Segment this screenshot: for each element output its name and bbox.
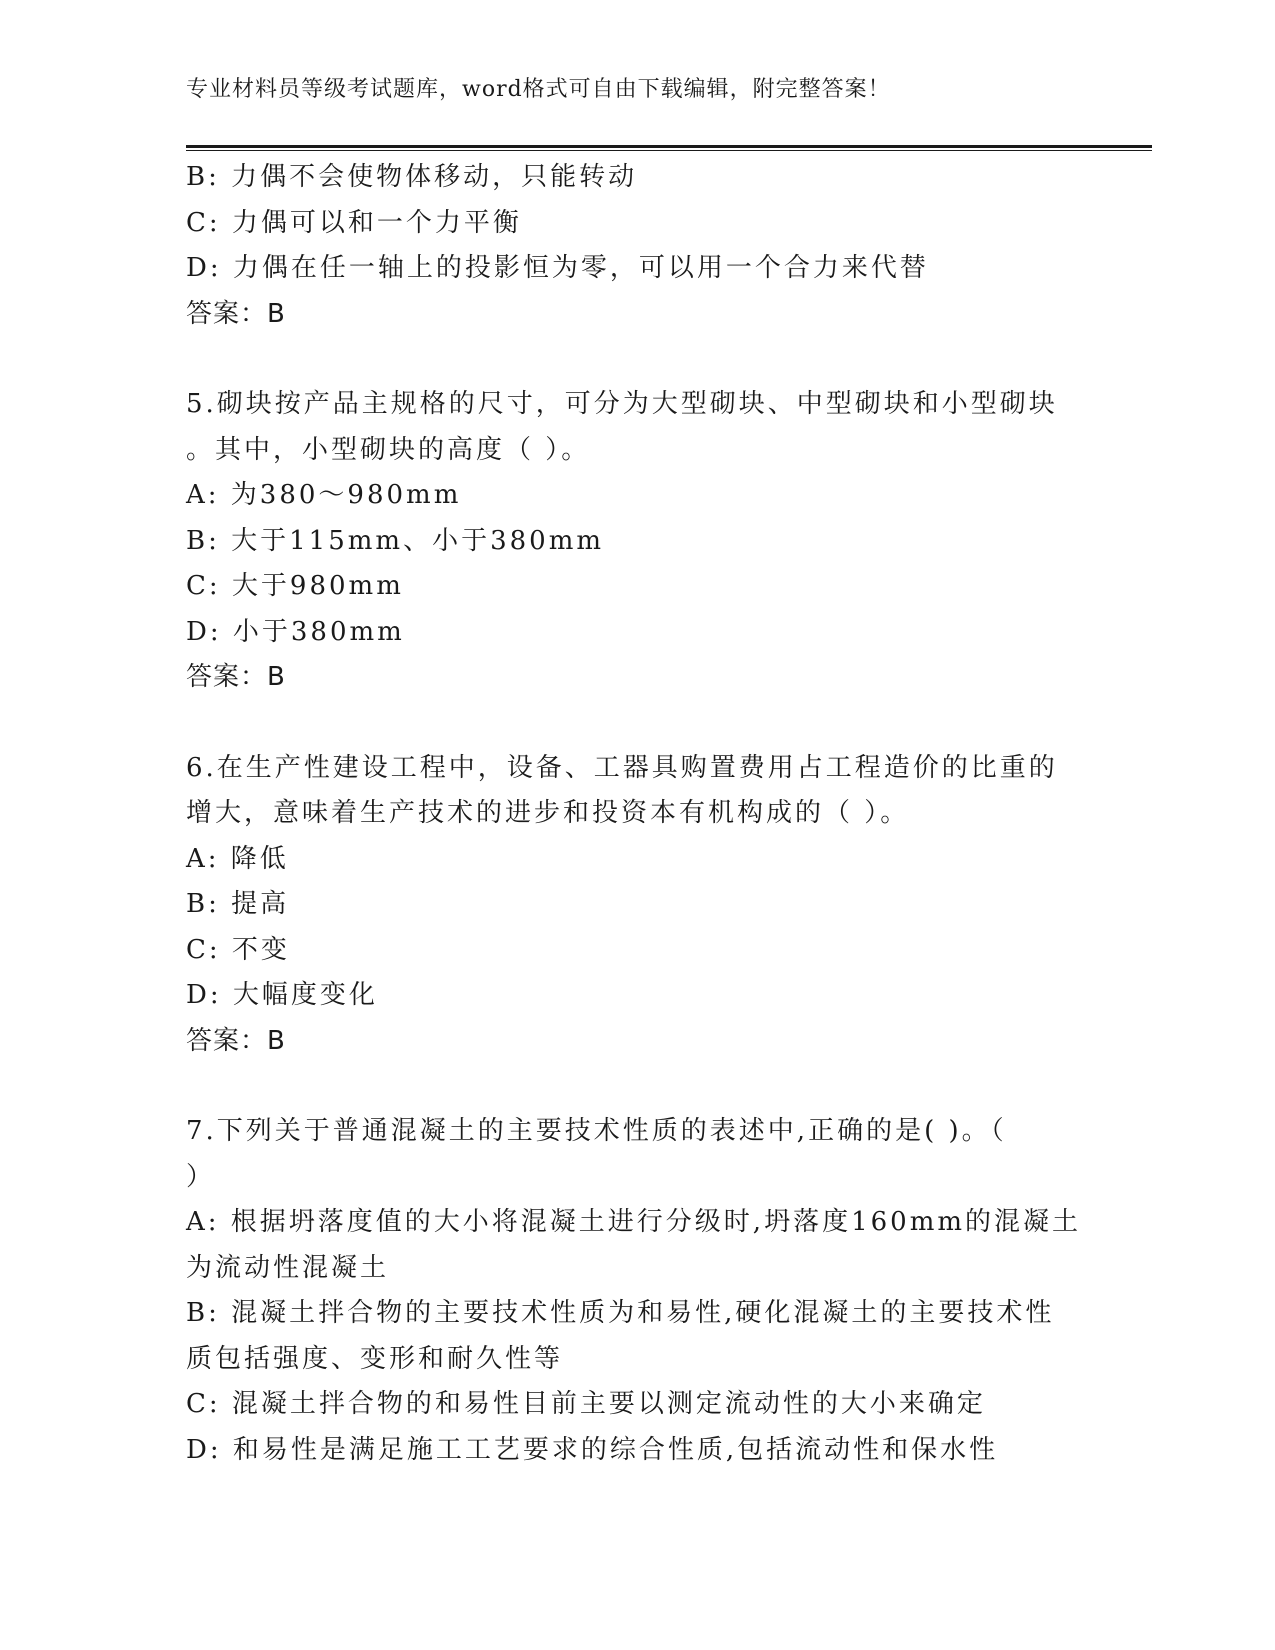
option-d: D: 大幅度变化 bbox=[186, 980, 378, 1010]
option-b: B: 大于115mm、小于380mm bbox=[186, 525, 605, 556]
option-b: B: 混凝土拌合物的主要技术性质为和易性,硬化混凝土的主要技术性 bbox=[186, 1298, 1055, 1328]
question-stem: 增大，意味着生产技术的进步和投资本有机构成的（ ）。 bbox=[186, 798, 910, 828]
question-4-tail bbox=[186, 155, 1066, 337]
question-stem: 6.在生产性建设工程中，设备、工器具购置费用占工程造价的比重的 bbox=[186, 752, 1058, 783]
header-rule-thin bbox=[186, 150, 1152, 151]
option-c: C: 不变 bbox=[186, 934, 290, 965]
option-a: A: 为380～980mm bbox=[186, 480, 462, 510]
option-c: C: 力偶可以和一个力平衡 bbox=[186, 207, 522, 238]
option-a-continued: 为流动性混凝土 bbox=[186, 1252, 390, 1283]
document-header: 专业材料员等级考试题库，word格式可自由下载编辑，附完整答案！ bbox=[186, 77, 891, 102]
spacer bbox=[186, 701, 1066, 746]
option-b: B: 提高 bbox=[186, 889, 290, 919]
answer-line: 答案：B bbox=[186, 1025, 286, 1056]
question-stem: 7.下列关于普通混凝土的主要技术性质的表述中,正确的是( )。（ bbox=[186, 1116, 1007, 1146]
question-6 bbox=[186, 746, 1066, 1065]
option-a: A: 降低 bbox=[186, 843, 289, 874]
question-stem: 5.砌块按产品主规格的尺寸，可分为大型砌块、中型砌块和小型砌块 bbox=[186, 389, 1058, 419]
question-5 bbox=[186, 382, 1066, 701]
question-stem: ） bbox=[186, 1161, 216, 1192]
option-c: C: 混凝土拌合物的和易性目前主要以测定流动性的大小来确定 bbox=[186, 1389, 986, 1419]
option-a: A: 根据坍落度值的大小将混凝土进行分级时,坍落度160mm的混凝土 bbox=[186, 1207, 1082, 1237]
answer-line: 答案：B bbox=[186, 662, 286, 692]
option-d: D: 力偶在任一轴上的投影恒为零，可以用一个合力来代替 bbox=[186, 253, 929, 283]
spacer bbox=[186, 1064, 1066, 1109]
option-b-continued: 质包括强度、变形和耐久性等 bbox=[186, 1343, 564, 1374]
header-rule-thick bbox=[186, 145, 1152, 148]
question-7 bbox=[186, 1109, 1082, 1473]
option-b: B: 力偶不会使物体移动，只能转动 bbox=[186, 162, 638, 192]
question-stem: 。其中，小型砌块的高度（ ）。 bbox=[186, 434, 591, 465]
spacer bbox=[186, 337, 1066, 382]
answer-line: 答案：B bbox=[186, 298, 286, 329]
option-c: C: 大于980mm bbox=[186, 571, 404, 601]
question-content bbox=[186, 155, 1082, 1473]
option-d: D: 小于380mm bbox=[186, 616, 405, 647]
option-d: D: 和易性是满足施工工艺要求的综合性质,包括流动性和保水性 bbox=[186, 1434, 999, 1465]
